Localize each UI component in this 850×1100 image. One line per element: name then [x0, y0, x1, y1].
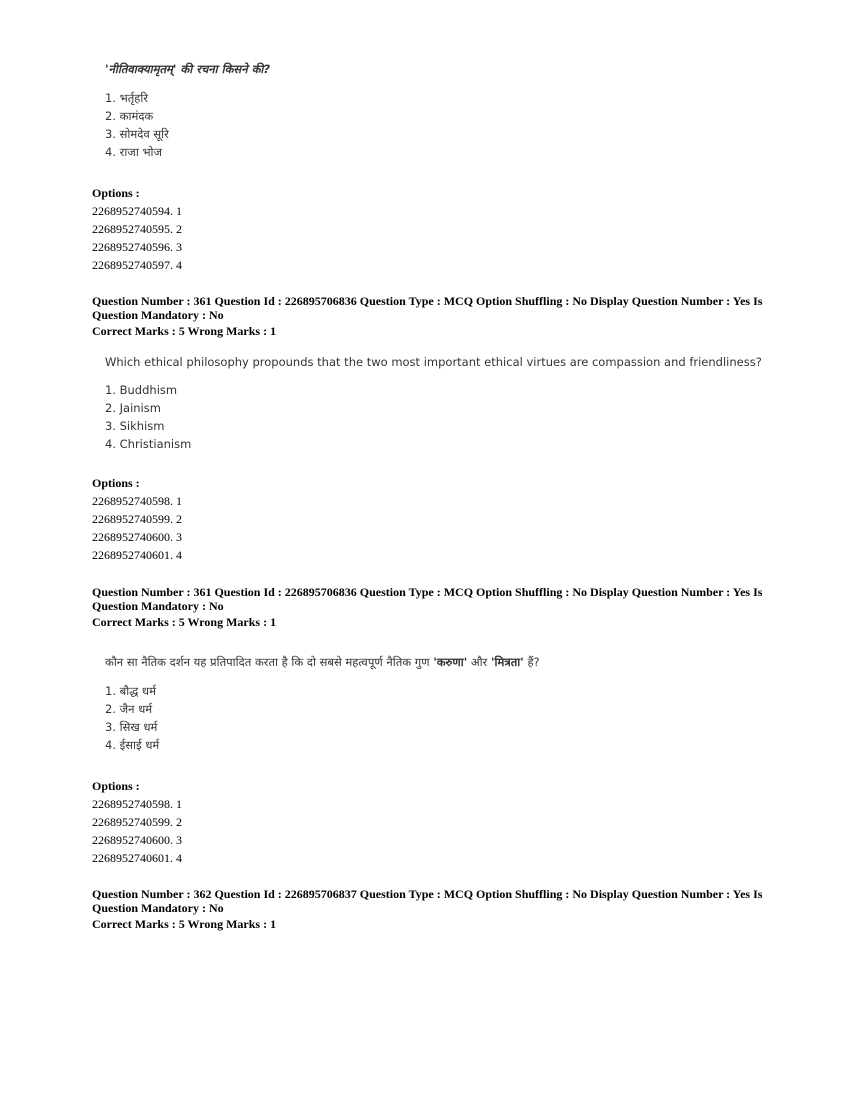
choice-4: 4. राजा भोज — [105, 145, 163, 159]
option-id: 2268952740598. 1 — [92, 494, 182, 508]
option-id: 2268952740595. 2 — [92, 222, 182, 236]
question-meta-362 — [92, 887, 772, 931]
question-text: 'नीतिवाक्यामृतम्' की रचना किसने की? — [105, 62, 271, 76]
choice-4: 4. Christianism — [105, 437, 192, 451]
marks-line: Correct Marks : 5 Wrong Marks : 1 — [92, 324, 277, 338]
option-id: 2268952740599. 2 — [92, 815, 182, 829]
question-image-360 — [105, 62, 270, 161]
choice-2: 2. जैन धर्म — [105, 702, 153, 716]
question-meta-line: Question Number : 361 Question Id : 226895706836 Question Type : MCQ Option Shuffling : No Display Question Number : Yes Is Question Mandatory : No — [92, 294, 763, 322]
option-id: 2268952740596. 3 — [92, 240, 182, 254]
options-block-1 — [92, 184, 182, 274]
option-id: 2268952740598. 1 — [92, 797, 182, 811]
options-heading: Options : — [92, 186, 140, 200]
question-image-361-hi — [105, 655, 540, 754]
option-id: 2268952740597. 4 — [92, 258, 182, 272]
choice-3: 3. सोमदेव सूरि — [105, 127, 169, 141]
option-id: 2268952740594. 1 — [92, 204, 182, 218]
choice-3: 3. Sikhism — [105, 419, 165, 433]
options-heading: Options : — [92, 779, 140, 793]
option-id: 2268952740600. 3 — [92, 833, 182, 847]
choice-2: 2. कामंदक — [105, 109, 154, 123]
option-id: 2268952740601. 4 — [92, 851, 182, 865]
marks-line: Correct Marks : 5 Wrong Marks : 1 — [92, 615, 277, 629]
choice-4: 4. ईसाई धर्म — [105, 738, 160, 752]
option-id: 2268952740599. 2 — [92, 512, 182, 526]
choice-1: 1. भर्तृहरि — [105, 91, 149, 105]
question-meta-line: Question Number : 362 Question Id : 226895706837 Question Type : MCQ Option Shuffling : No Display Question Number : Yes Is Question Mandatory : No — [92, 887, 763, 915]
question-meta-361-en — [92, 294, 772, 338]
option-id: 2268952740601. 4 — [92, 548, 182, 562]
choice-2: 2. Jainism — [105, 401, 161, 415]
option-id: 2268952740600. 3 — [92, 530, 182, 544]
options-heading: Options : — [92, 476, 140, 490]
choice-1: 1. बौद्ध धर्म — [105, 684, 156, 698]
choice-1: 1. Buddhism — [105, 383, 178, 397]
question-text: Which ethical philosophy propounds that the two most important ethical virtues are compassion and friendliness? — [105, 355, 762, 369]
options-block-2 — [92, 474, 182, 564]
marks-line: Correct Marks : 5 Wrong Marks : 1 — [92, 917, 277, 931]
question-text: कौन सा नैतिक दर्शन यह प्रतिपादित करता है कि दो सबसे महत्वपूर्ण नैतिक गुण 'करुणा' और 'मित्रता' हैं? — [105, 655, 540, 669]
question-meta-361-hi — [92, 585, 772, 629]
options-block-3 — [92, 777, 182, 867]
question-image-361-en — [105, 355, 762, 453]
choice-3: 3. सिख धर्म — [105, 720, 158, 734]
question-meta-line: Question Number : 361 Question Id : 226895706836 Question Type : MCQ Option Shuffling : No Display Question Number : Yes Is Question Mandatory : No — [92, 585, 763, 613]
